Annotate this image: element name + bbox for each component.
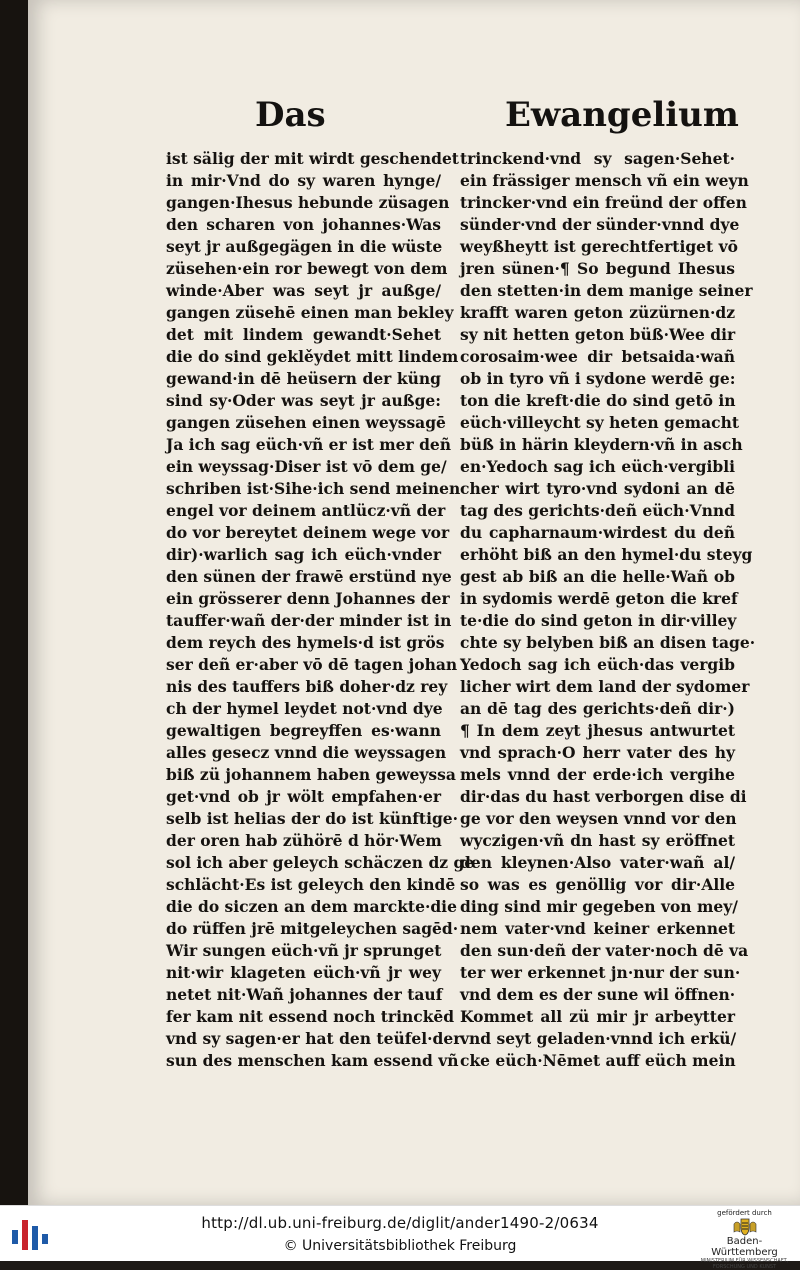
text-line: vnd sy sagen·er hat den teüfel·der: [166, 1029, 462, 1048]
text-line: den kleynen·Also vater·wañ al/: [460, 853, 735, 872]
text-line: sind sy·Oder was seyt jr außge:: [166, 391, 441, 410]
text-line: gangen züsehen einen weyssagē: [166, 413, 446, 432]
text-line: alles gesecz vnnd die weyssagen: [166, 743, 447, 762]
text-line: chte sy belyben biß an disen tage·: [460, 633, 756, 652]
copyright-notice: © Universitätsbibliothek Freiburg: [283, 1238, 517, 1254]
sponsor-label: gefördert durch: [717, 1209, 772, 1217]
left-text-column: [166, 148, 475, 1072]
text-line: Yedoch sag ich eüch·das vergib: [460, 655, 735, 674]
text-line: ser deñ er·aber vō dē tagen johan: [166, 655, 458, 674]
text-line: die do siczen an dem marckte·die: [166, 897, 457, 916]
text-line: den sünen der frawē erstünd nye: [166, 567, 452, 586]
text-line: ge vor den weysen vnnd vor den: [460, 809, 737, 828]
text-line: sol ich aber geleych schäczen dz ge: [166, 853, 475, 872]
text-line: ein grösserer denn Johannes der: [166, 589, 450, 608]
text-line: dem reych des hymels·d ist grös: [166, 633, 445, 652]
text-line: erhöht biß an den hymel·du steyg: [460, 545, 753, 564]
text-line: in sydomis werdē geton die kref: [460, 589, 738, 608]
text-line: Kommet all zü mir jr arbeytter: [460, 1007, 735, 1026]
text-line: gangen·Ihesus hebunde züsagen: [166, 193, 450, 212]
sponsor-name: Baden-Württemberg: [711, 1236, 778, 1258]
text-line: mels vnnd der erde·ich vergihe: [460, 765, 735, 784]
text-line: ter wer erkennet jn·nur der sun·: [460, 963, 741, 982]
text-line: ob in tyro vñ i sydone werdē ge:: [460, 369, 736, 388]
document-url[interactable]: http://dl.ub.uni-freiburg.de/diglit/ander1490-2/0634: [201, 1214, 599, 1232]
text-line: ton die kreft·die do sind getō in: [460, 391, 736, 410]
text-line: Wir sungen eüch·vñ jr sprunget: [166, 941, 442, 960]
right-text-column: [460, 148, 756, 1072]
text-line: weyßheytt ist gerechtfertiget vō: [460, 237, 738, 256]
text-line: sy nit hetten geton büß·Wee dir: [460, 325, 736, 344]
text-line: ein frässiger mensch vñ ein weyn: [460, 171, 749, 190]
text-line: dir·das du hast verborgen dise di: [460, 787, 747, 806]
text-line: die do sind geklěydet mitt lindem: [166, 347, 459, 366]
text-line: nit·wir klageten eüch·vñ jr wey: [166, 963, 441, 982]
text-line: ist sälig der mit wirdt geschendet: [166, 149, 459, 168]
text-line: dir)·warlich sag ich eüch·vnder: [166, 545, 441, 564]
text-line: seyt jr außgegägen in die wüste: [166, 237, 443, 256]
text-line: den stetten·in dem manige seiner: [460, 281, 753, 300]
text-line: gewand·in dē heüsern der küng: [166, 369, 441, 388]
text-line: det mit lindem gewandt·Sehet: [166, 325, 441, 344]
text-line: an dē tag des gerichts·deñ dir·): [460, 699, 735, 718]
sponsor-ministry: MINISTERIUM FÜR WISSENSCHAFT, FORSCHUNG UND KUNST: [700, 1258, 789, 1270]
text-line: gewaltigen begreyffen es·wann: [166, 721, 441, 740]
text-line: züsehen·ein ror bewegt von dem: [166, 259, 448, 278]
text-line: vnd sprach·O herr vater des hy: [460, 743, 735, 762]
text-line: ding sind mir gegeben von mey/: [460, 897, 738, 916]
text-line: vnd seyt geladen·vnnd ich erkü/: [460, 1029, 737, 1048]
text-line: engel vor deinem antlücz·vñ der: [166, 501, 446, 520]
text-line: fer kam nit essend noch trinckēd: [166, 1007, 455, 1026]
sponsor-block: [697, 1208, 792, 1270]
text-line: krafft waren geton züzürnen·dz: [460, 303, 735, 322]
text-line: schlächt·Es ist geleych den kindē: [166, 875, 456, 894]
text-line: do rüffen jrē mitgeleychen sagēd·: [166, 919, 459, 938]
text-line: selb ist helias der do ist künftige·: [166, 809, 459, 828]
text-line: trincker·vnd ein freünd der offen: [460, 193, 747, 212]
viewer-footer: [0, 1205, 800, 1270]
text-line: cke eüch·Nēmet auff eüch mein: [460, 1051, 736, 1070]
text-line: der oren hab zühörē d hör·Wem: [166, 831, 442, 850]
text-line: netet nit·Wañ johannes der tauf: [166, 985, 443, 1004]
text-line: in mir·Vnd do sy waren hynge/: [166, 171, 441, 190]
text-line: sünder·vnd der sünder·vnnd dye: [460, 215, 740, 234]
text-line: biß zü johannem haben geweyssa: [166, 765, 456, 784]
text-line: ¶ In dem zeyt jhesus antwurtet: [460, 721, 735, 740]
text-line: winde·Aber was seyt jr außge/: [166, 281, 441, 300]
text-line: ch der hymel leydet not·vnd dye: [166, 699, 443, 718]
text-line: eüch·villeycht sy heten gemacht: [460, 413, 739, 432]
text-line: tauffer·wañ der·der minder ist in: [166, 611, 452, 630]
text-line: cher wirt tyro·vnd sydoni an dē: [460, 479, 735, 498]
text-line: Ja ich sag eüch·vñ er ist mer deñ: [166, 435, 452, 454]
text-line: jren sünen·¶ So begund Ihesus: [460, 259, 735, 278]
text-line: nis des tauffers biß doher·dz rey: [166, 677, 448, 696]
text-line: en·Yedoch sag ich eüch·vergibli: [460, 457, 735, 476]
text-line: trinckend·vnd sy sagen·Sehet·: [460, 149, 735, 168]
text-line: du capharnaum·wirdest du deñ: [460, 523, 735, 542]
text-line: den scharen von johannes·Was: [166, 215, 441, 234]
text-line: get·vnd ob jr wölt empfahen·er: [166, 787, 441, 806]
text-line: sun des menschen kam essend vñ: [166, 1051, 459, 1070]
text-line: wyczigen·vñ dn hast sy eröffnet: [460, 831, 735, 850]
text-line: den sun·deñ der vater·noch dē va: [460, 941, 749, 960]
running-head-left: Das: [255, 95, 326, 135]
text-line: do vor bereytet deinem wege vor: [166, 523, 450, 542]
text-line: so was es genöllig vor dir·Alle: [460, 875, 735, 894]
running-head-right: Ewangelium: [505, 95, 739, 135]
coat-of-arms-icon: [732, 1218, 758, 1236]
text-line: licher wirt dem land der sydomer: [460, 677, 750, 696]
text-line: te·die do sind geton in dir·villey: [460, 611, 737, 630]
text-line: tag des gerichts·deñ eüch·Vnnd: [460, 501, 736, 520]
text-line: corosaim·wee dir betsaida·wañ: [460, 347, 735, 366]
text-line: schriben ist·Sihe·ich send meinen: [166, 479, 461, 498]
text-line: büß in härin kleydern·vñ in asch: [460, 435, 743, 454]
text-line: gest ab biß an die helle·Wañ ob: [460, 567, 735, 586]
text-line: nem vater·vnd keiner erkennet: [460, 919, 735, 938]
text-line: gangen züsehē einen man bekley: [166, 303, 454, 322]
text-line: ein weyssag·Diser ist vō dem ge/: [166, 457, 447, 476]
text-line: vnd dem es der sune wil öffnen·: [460, 985, 736, 1004]
